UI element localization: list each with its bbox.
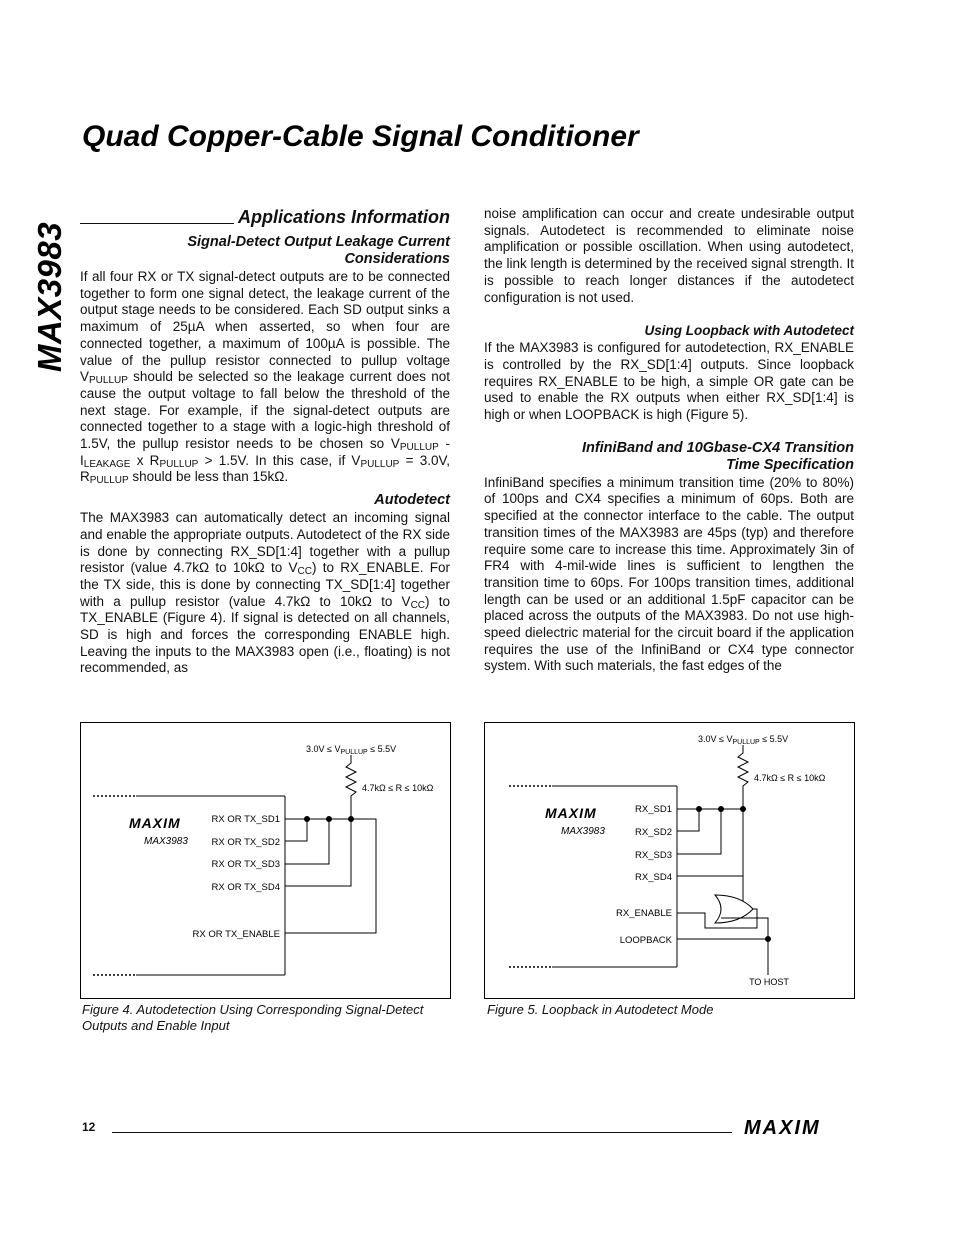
page-title: Quad Copper-Cable Signal Conditioner <box>82 120 639 153</box>
fig4-part-name: MAX3983 <box>144 836 188 847</box>
autodetect-sub-1: CC <box>297 566 312 578</box>
fig5-pin-sd3: RX_SD3 <box>635 850 672 861</box>
fig4-node-1 <box>304 816 310 822</box>
fig4-pin-sd1: RX OR TX_SD1 <box>211 814 280 825</box>
fig4-pin-sd3: RX OR TX_SD3 <box>211 859 280 870</box>
figure-4-caption <box>82 1002 452 1034</box>
fig4-pin-sd2: RX OR TX_SD2 <box>211 837 280 848</box>
paragraph-autodetect <box>80 510 450 677</box>
section-title-rule <box>80 223 234 224</box>
leakage-text-6: = 3.0V, R <box>80 452 450 485</box>
side-part-number <box>30 212 70 382</box>
subhead-leakage-line2: Considerations <box>344 251 450 267</box>
fig4-maxim-logo: MAXIM <box>129 815 181 831</box>
fig5-node-1 <box>696 806 702 812</box>
leakage-sub-3: LEAKAGE <box>83 458 131 470</box>
section-title-text: Applications Information <box>237 207 450 227</box>
fig5-node-2 <box>718 806 724 812</box>
subhead-loopback: Using Loopback with Autodetect <box>644 323 854 339</box>
footer-logo-svg <box>742 1116 854 1138</box>
leakage-text-4: x R <box>130 452 160 468</box>
fig4-wire-sd4 <box>285 819 351 886</box>
fig4-pullup-resistor <box>346 755 356 819</box>
right-column <box>484 206 854 675</box>
fig5-maxim-logo: MAXIM <box>545 805 597 821</box>
leakage-text-2: should be selected so the leakage current does not cause the output voltage to fall below the threshold of the next stage. For example, if the signal-detect outputs are connected together to a stage with a logic-high threshold of 1.5V, the pullup resistor needs to be chosen so V <box>80 369 450 452</box>
fig5-pin-sd4: RX_SD4 <box>635 872 672 883</box>
fig4-resistor-label: 4.7kΩ ≤ R ≤ 10kΩ <box>362 783 434 793</box>
figure-5-schematic <box>484 722 855 999</box>
footer-logo-text: MAXIM <box>744 1117 821 1138</box>
page-number: 12 <box>82 1120 96 1134</box>
paragraph-autodetect-continued: noise amplification can occur and create undesirable output signals. Autodetect is recommended to eliminate noise amplification or possible oscillation. When using autodetect, the link length is determined by the received signal strength. It is possible to reach longer distances if the autodetect configuration is not used. <box>484 206 854 305</box>
figure-4-caption-line2: Outputs and Enable Input <box>82 1018 230 1033</box>
figure-4-caption-line1: Figure 4. Autodetection Using Corresponding Signal-Detect <box>82 1002 424 1017</box>
fig5-pin-loopback: LOOPBACK <box>619 935 672 946</box>
subhead-leakage-line1: Signal-Detect Output Leakage Current <box>187 234 450 250</box>
fig4-supply-pre: 3.0V ≤ V <box>306 744 341 754</box>
autodetect-text-3: ) to TX_ENABLE (Figure 4). If signal is detected on all channels, SD is high and forces the corresponding ENABLE high. Leaving the inputs to the MAX3983 open (i.e., floating) is not recommended, as <box>80 593 450 676</box>
figure-5-caption: Figure 5. Loopback in Autodetect Mode <box>487 1002 714 1017</box>
leakage-text-1: If all four RX or TX signal-detect outputs are to be connected together to form one signal detect, the leakage current of the output stage needs to be considered. Each SD output sinks a maximum of 25µA when asserted, so when four are connected together, a maximum of 100µA is possible. The value of the pullup resistor connected to pullup voltage V <box>80 269 450 385</box>
fig5-part-name: MAX3983 <box>561 826 605 837</box>
leakage-sub-5: PULLUP <box>360 458 400 470</box>
fig4-supply-sub: PULLUP <box>340 749 368 756</box>
fig5-supply-sub: PULLUP <box>732 739 760 746</box>
fig4-wire-enable <box>285 819 376 933</box>
autodetect-text-2: ) to RX_ENABLE. For the TX side, this is done by connecting TX_SD[1:4] together with a pullup resistor (value 4.7kΩ to 10kΩ to V <box>80 560 450 609</box>
fig4-wire-sd2 <box>285 819 307 841</box>
leakage-sub-1: PULLUP <box>89 375 128 387</box>
leakage-sub-4: PULLUP <box>159 458 199 470</box>
fig5-pin-sd2: RX_SD2 <box>635 827 672 838</box>
fig4-pin-sd4: RX OR TX_SD4 <box>211 882 280 893</box>
left-column <box>80 206 450 677</box>
figure-4-svg <box>81 723 450 998</box>
fig4-supply-post: ≤ 5.5V <box>367 744 397 754</box>
fig5-supply-label <box>698 734 788 746</box>
leakage-text-7: should be less than 15kΩ. <box>128 469 289 485</box>
section-title <box>80 206 450 228</box>
paragraph-leakage <box>80 269 450 486</box>
fig5-or-gate <box>715 895 753 923</box>
subhead-leakage <box>80 234 450 268</box>
leakage-sub-6: PULLUP <box>89 475 129 487</box>
fig4-pin-enable: RX OR TX_ENABLE <box>192 929 280 940</box>
fig5-pin-sd1: RX_SD1 <box>635 804 672 815</box>
fig4-supply-label <box>306 744 396 756</box>
subhead-transition-line2: Time Specification <box>726 456 854 473</box>
fig5-supply-pre: 3.0V ≤ V <box>698 734 733 744</box>
figure-4-schematic <box>80 722 451 999</box>
footer-maxim-logo <box>742 1116 854 1143</box>
fig4-node-2 <box>326 816 332 822</box>
autodetect-sub-2: CC <box>410 599 426 611</box>
fig5-resistor-label: 4.7kΩ ≤ R ≤ 10kΩ <box>754 773 826 783</box>
paragraph-loopback: If the MAX3983 is configured for autodetection, RX_ENABLE is controlled by the RX_SD[1:4] outputs. Since loopback requires RX_ENABLE to be high, a simple OR gate can be used to enable the RX outputs when either RX_SD[1:4] is high or when LOOPBACK is high (Figure 5). <box>484 340 854 423</box>
leakage-sub-2: PULLUP <box>399 442 439 454</box>
fig5-supply-post: ≤ 5.5V <box>759 734 789 744</box>
fig5-node-loopback <box>765 936 771 942</box>
fig5-pullup-resistor <box>738 745 748 809</box>
side-part-number-text: MAX3983 <box>31 221 68 373</box>
subhead-transition <box>484 440 854 474</box>
fig5-pin-enable: RX_ENABLE <box>616 908 672 919</box>
paragraph-transition: InfiniBand specifies a minimum transition time (20% to 80%) of 100ps and CX4 specifies a minimum of 60ps. Both are specified at the connector interface to the cable. The output transition times of the MAX3983 are 45ps (typ) and therefore require some care to increase this time. Approximately 3in of FR4 with 4-mil-wide lines is sufficient to lengthen the transition time to 60ps. For 100ps transition times, additional length can be used or an additional 1.5pF capacitor can be placed across the outputs of the MAX3983. Do not use high-speed dielectric material for the circuit board if the application requires the use of the InfiniBand or CX4 type connector system. With such materials, the fast edges of the <box>484 474 854 674</box>
fig5-wire-sd4 <box>677 809 743 876</box>
figure-5-svg <box>485 723 854 998</box>
subhead-autodetect: Autodetect <box>374 492 450 509</box>
fig5-host-label: TO HOST <box>749 977 789 987</box>
leakage-text-3: - I <box>80 436 451 468</box>
subhead-transition-line1: InfiniBand and 10Gbase-CX4 Transition <box>581 439 854 456</box>
fig5-wire-sd2 <box>677 809 699 831</box>
autodetect-text-1: The MAX3983 can automatically detect an incoming signal and enable the appropriate outputs. Autodetect of the RX side is done by connecting RX_SD[1:4] together with a pullup resistor (value 4.7kΩ to 10kΩ to V <box>80 510 450 576</box>
footer-rule <box>112 1132 732 1133</box>
leakage-text-5: > 1.5V. In this case, if V <box>198 452 361 468</box>
